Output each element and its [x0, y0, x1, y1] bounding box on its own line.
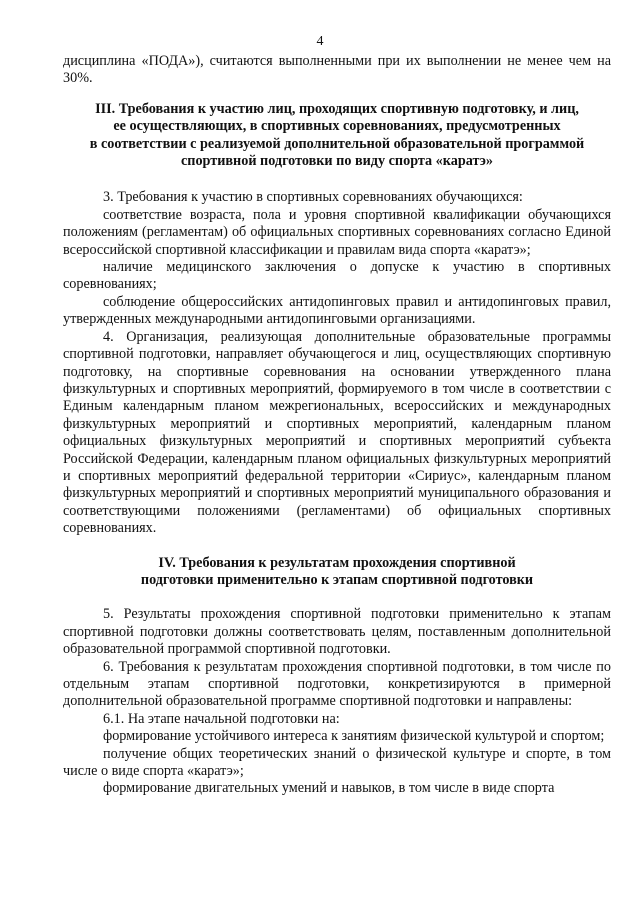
heading-line: спортивной подготовки по виду спорта «каратэ»: [180, 153, 493, 170]
spacer: [63, 538, 611, 555]
heading-line: III. Требования к участию лиц, проходящих спортивную подготовку, и лиц,: [95, 100, 579, 117]
paragraph: 6. Требования к результатам прохождения спортивной подготовки, в том числе по отдельным этапам спортивной подготовки, конкретизируются в примерной дополнительной образовательной программе спортивной подготовки и направлены:: [63, 658, 611, 710]
paragraph: 5. Результаты прохождения спортивной подготовки применительно к этапам спортивной подготовки должны соответствовать целям, поставленным дополнительной образовательной программой спортивной подготовки.: [63, 606, 611, 658]
section-heading-4: [63, 555, 611, 590]
heading-line: IV. Требования к результатам прохождения спортивной: [158, 554, 516, 571]
paragraph: 4. Организация, реализующая дополнительные образовательные программы спортивной подготовки, направляет обучающегося и лиц, осуществляющих спортивную подготовку, на спортивные соревнования на основании утвержденного плана физкультурных и спортивных мероприятий, формируемого в том числе в соответствии с Единым календарным планом межрегиональных, всероссийских и международных физкультурных мероприятий и спортивных мероприятий, календарным планом официальных физкультурных мероприятий и спортивных мероприятий субъекта Российской Федерации, календарным планом официальных физкультурных мероприятий и спортивных мероприятий федеральной территории «Сириус», календарным планом физкультурных мероприятий и спортивных мероприятий муниципального образования и соответствующими положениями (регламентами) об официальных спортивных соревнованиях.: [63, 328, 611, 537]
paragraph: формирование двигательных умений и навыков, в том числе в виде спорта: [103, 780, 555, 797]
page-number: 4: [316, 34, 324, 49]
spacer: [63, 88, 611, 101]
spacer: [63, 589, 611, 606]
heading-line: подготовки применительно к этапам спортивной подготовки: [140, 571, 534, 588]
spacer: [63, 170, 611, 189]
paragraph: наличие медицинского заключения о допуске к участию в спортивных соревнованиях;: [63, 259, 611, 293]
heading-line: ее осуществляющих, в спортивных соревнованиях, предусмотренных: [113, 118, 561, 135]
section-heading-3: [63, 101, 611, 171]
paragraph: формирование устойчивого интереса к занятиям физической культурой и спортом;: [103, 728, 605, 745]
paragraph: 3. Требования к участию в спортивных соревнованиях обучающихся:: [103, 189, 523, 206]
paragraph: 6.1. На этапе начальной подготовки на:: [103, 710, 340, 727]
document-body: [63, 53, 611, 798]
paragraph: получение общих теоретических знаний о физической культуре и спорте, в том числе о виде спорта «каратэ»;: [63, 745, 611, 780]
heading-line: в соответствии с реализуемой дополнительной образовательной программой: [89, 135, 585, 152]
paragraph: соответствие возраста, пола и уровня спортивной квалификации обучающихся положениям (регламентам) об официальных спортивных соревнованиях согласно Единой всероссийской спортивной классификации и правилам вида спорта «каратэ»;: [63, 206, 611, 258]
paragraph: дисциплина «ПОДА»), считаются выполненными при их выполнении не менее чем на 30%.: [63, 53, 611, 87]
paragraph: соблюдение общероссийских антидопинговых правил и антидопинговых правил, утвержденных международными антидопинговыми организациями.: [63, 293, 611, 328]
